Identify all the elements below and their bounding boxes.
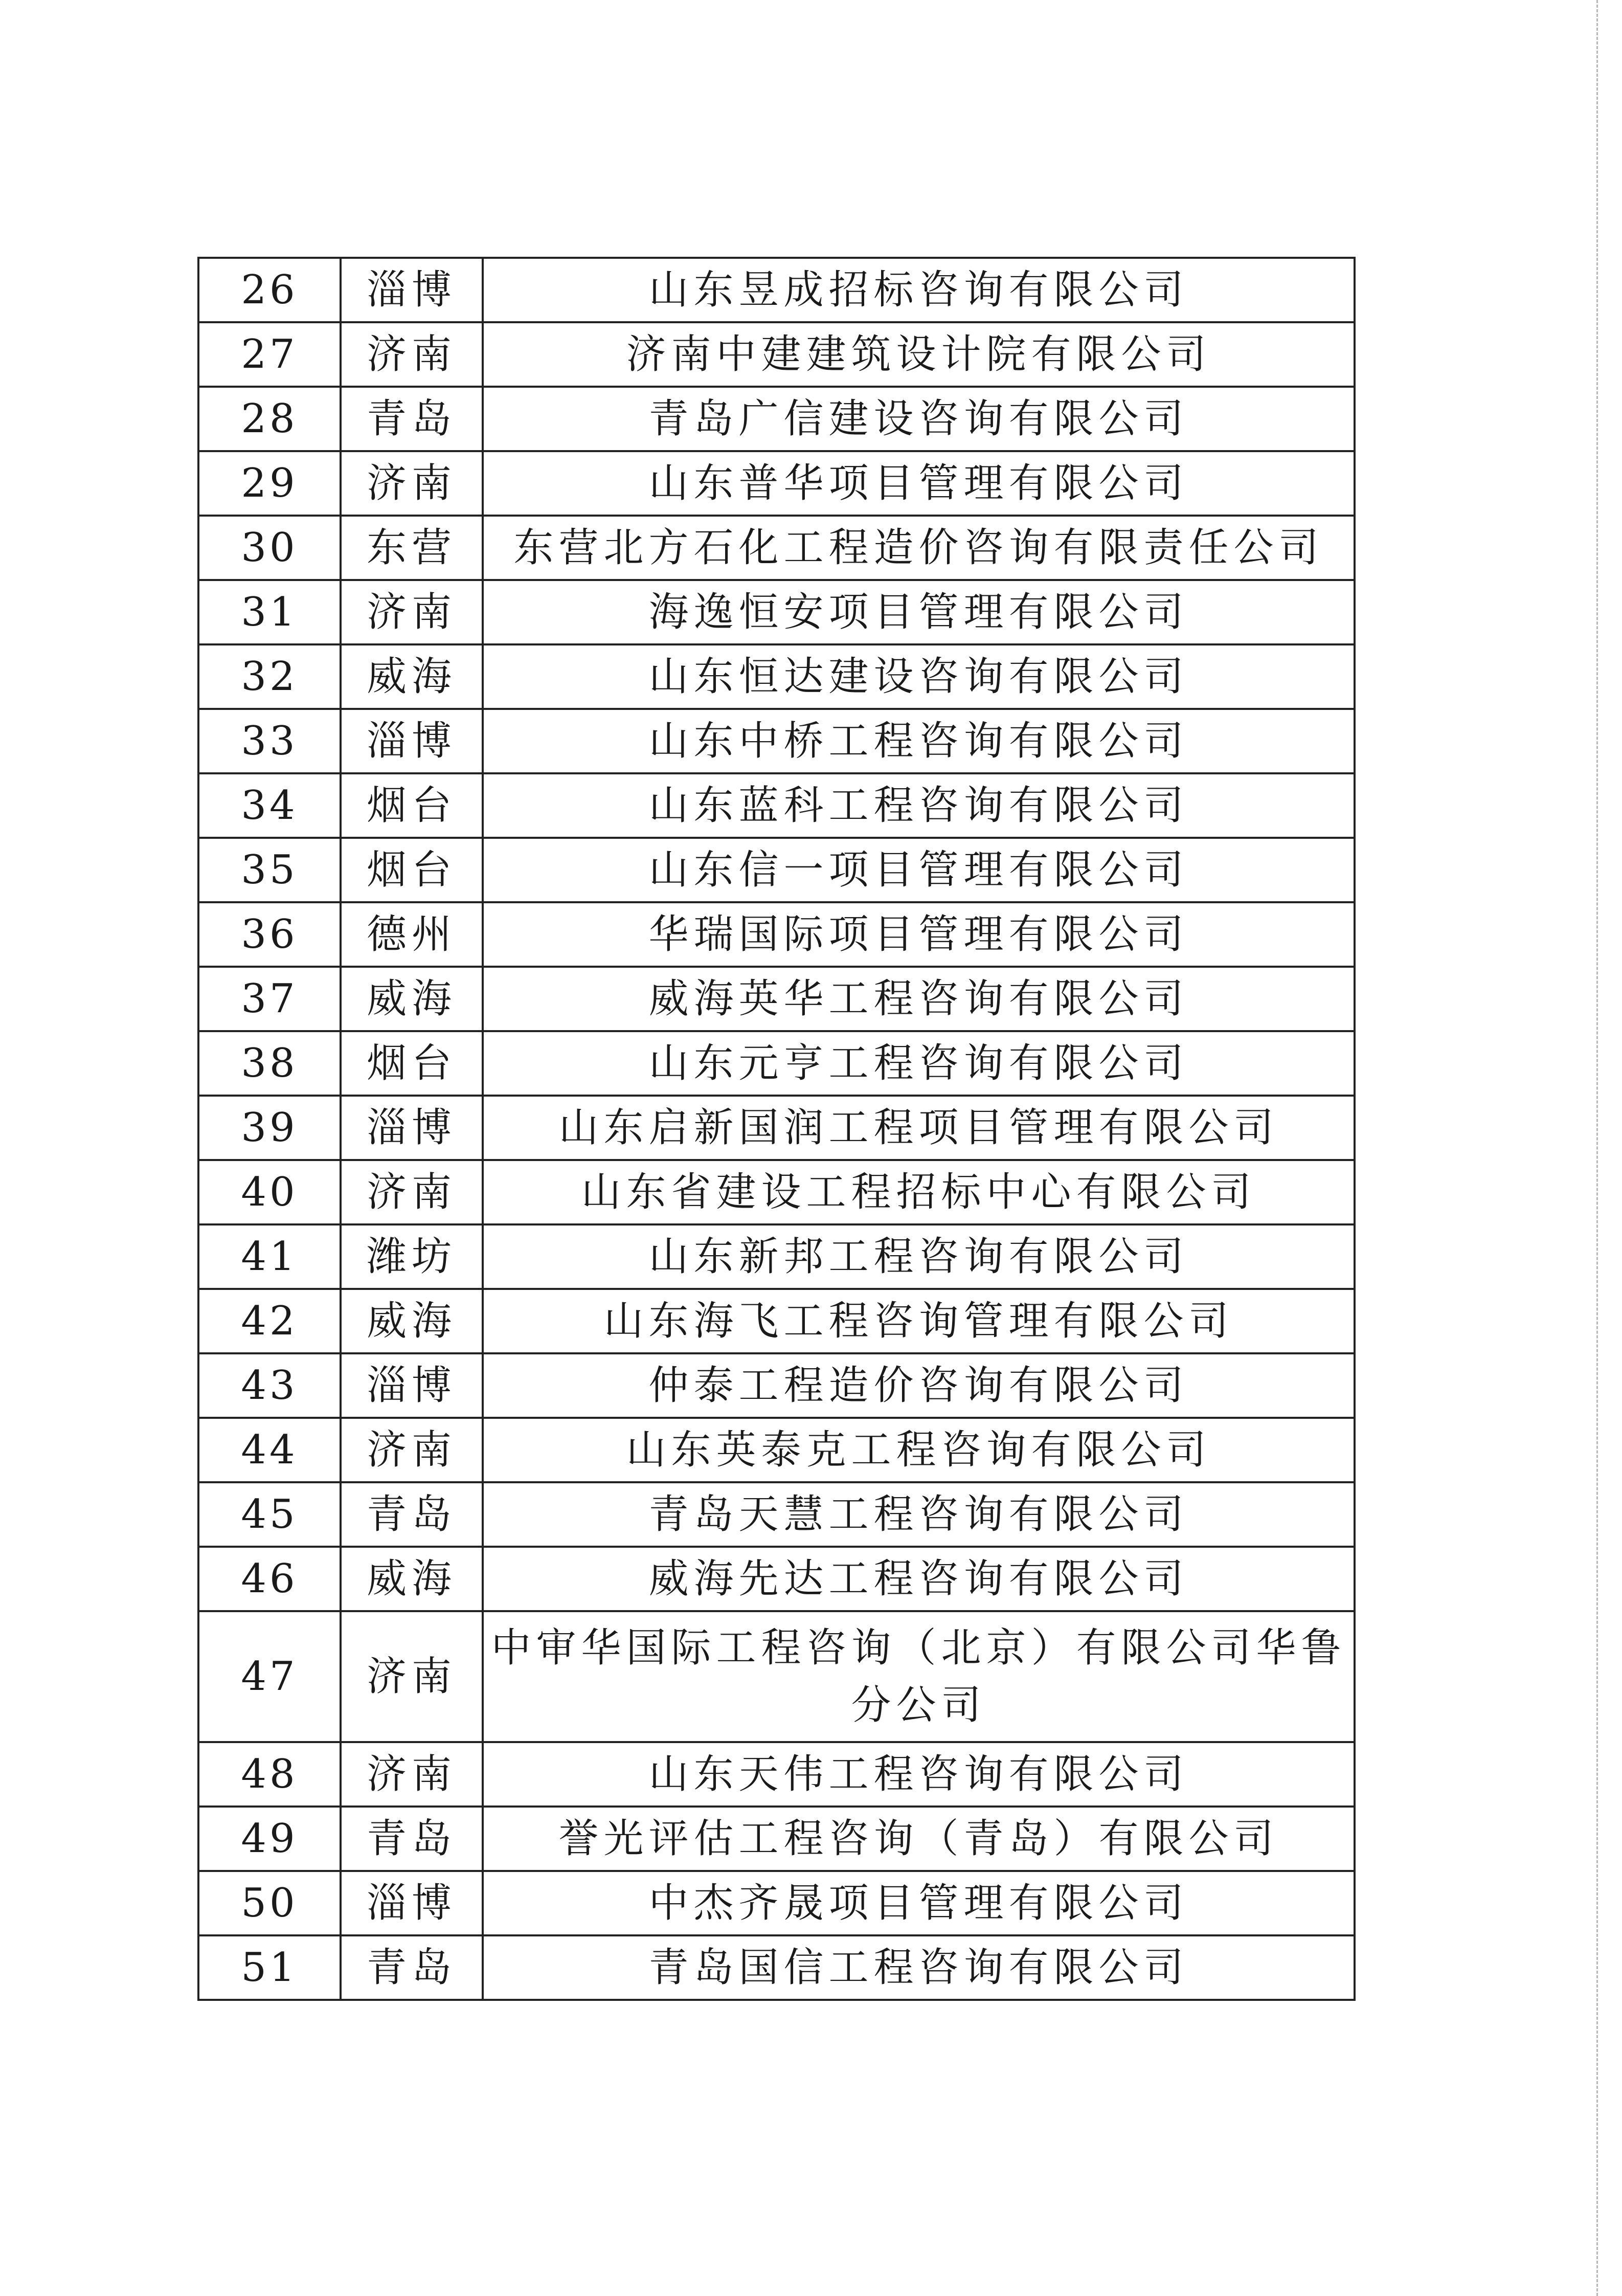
row-city: 德州 — [342, 903, 484, 968]
row-city: 济南 — [342, 581, 484, 645]
row-number: 49 — [199, 1808, 342, 1872]
row-city: 济南 — [342, 1743, 484, 1808]
table-row — [199, 1161, 1356, 1225]
row-company: 东营北方石化工程造价咨询有限责任公司 — [484, 517, 1356, 581]
row-company: 山东信一项目管理有限公司 — [484, 839, 1356, 903]
row-city: 烟台 — [342, 1032, 484, 1097]
row-company: 青岛天慧工程咨询有限公司 — [484, 1483, 1356, 1548]
row-city: 济南 — [342, 1612, 484, 1743]
table-row — [199, 839, 1356, 903]
table-row — [199, 1548, 1356, 1612]
table-row — [199, 1290, 1356, 1354]
row-city: 青岛 — [342, 1808, 484, 1872]
table-row — [199, 1612, 1356, 1743]
row-number: 45 — [199, 1483, 342, 1548]
table-row — [199, 1354, 1356, 1419]
row-company: 济南中建建筑设计院有限公司 — [484, 323, 1356, 388]
row-company: 中审华国际工程咨询（北京）有限公司华鲁分公司 — [484, 1612, 1356, 1743]
row-city: 济南 — [342, 452, 484, 517]
table-row — [199, 1032, 1356, 1097]
table-row — [199, 774, 1356, 839]
row-number: 35 — [199, 839, 342, 903]
row-number: 43 — [199, 1354, 342, 1419]
table-row — [199, 1743, 1356, 1808]
row-number: 27 — [199, 323, 342, 388]
row-number: 44 — [199, 1419, 342, 1483]
row-number: 48 — [199, 1743, 342, 1808]
row-number: 33 — [199, 710, 342, 774]
row-number: 38 — [199, 1032, 342, 1097]
row-city: 烟台 — [342, 774, 484, 839]
row-city: 淄博 — [342, 259, 484, 323]
row-number: 26 — [199, 259, 342, 323]
row-company: 山东蓝科工程咨询有限公司 — [484, 774, 1356, 839]
row-company: 山东中桥工程咨询有限公司 — [484, 710, 1356, 774]
row-city: 青岛 — [342, 388, 484, 452]
row-company: 仲泰工程造价咨询有限公司 — [484, 1354, 1356, 1419]
company-list-table — [197, 257, 1356, 2001]
row-company: 青岛广信建设咨询有限公司 — [484, 388, 1356, 452]
row-company: 青岛国信工程咨询有限公司 — [484, 1936, 1356, 2001]
table-row — [199, 452, 1356, 517]
row-city: 济南 — [342, 323, 484, 388]
row-company: 威海英华工程咨询有限公司 — [484, 968, 1356, 1032]
table-row — [199, 517, 1356, 581]
table-row — [199, 323, 1356, 388]
row-city: 威海 — [342, 645, 484, 710]
table-row — [199, 903, 1356, 968]
row-number: 34 — [199, 774, 342, 839]
table-row — [199, 1225, 1356, 1290]
row-company: 山东启新国润工程项目管理有限公司 — [484, 1097, 1356, 1161]
row-number: 39 — [199, 1097, 342, 1161]
row-city: 青岛 — [342, 1483, 484, 1548]
row-city: 威海 — [342, 1548, 484, 1612]
table-row — [199, 710, 1356, 774]
page-edge-scan-line — [1596, 0, 1599, 2296]
row-number: 41 — [199, 1225, 342, 1290]
row-company: 威海先达工程咨询有限公司 — [484, 1548, 1356, 1612]
table-row — [199, 1419, 1356, 1483]
row-city: 东营 — [342, 517, 484, 581]
table-row — [199, 259, 1356, 323]
table-row — [199, 1872, 1356, 1936]
row-company: 山东恒达建设咨询有限公司 — [484, 645, 1356, 710]
table-row — [199, 1808, 1356, 1872]
row-number: 32 — [199, 645, 342, 710]
row-number: 50 — [199, 1872, 342, 1936]
row-city: 淄博 — [342, 710, 484, 774]
row-city: 潍坊 — [342, 1225, 484, 1290]
table-row — [199, 968, 1356, 1032]
row-city: 青岛 — [342, 1936, 484, 2001]
row-city: 淄博 — [342, 1872, 484, 1936]
table-row — [199, 645, 1356, 710]
row-company: 中杰齐晟项目管理有限公司 — [484, 1872, 1356, 1936]
row-company: 山东海飞工程咨询管理有限公司 — [484, 1290, 1356, 1354]
row-company: 山东普华项目管理有限公司 — [484, 452, 1356, 517]
row-number: 37 — [199, 968, 342, 1032]
row-city: 威海 — [342, 1290, 484, 1354]
table-row — [199, 1097, 1356, 1161]
row-city: 淄博 — [342, 1354, 484, 1419]
row-city: 济南 — [342, 1161, 484, 1225]
row-number: 31 — [199, 581, 342, 645]
row-company: 山东省建设工程招标中心有限公司 — [484, 1161, 1356, 1225]
row-company: 山东英泰克工程咨询有限公司 — [484, 1419, 1356, 1483]
row-city: 淄博 — [342, 1097, 484, 1161]
row-number: 28 — [199, 388, 342, 452]
row-number: 42 — [199, 1290, 342, 1354]
table-row — [199, 1483, 1356, 1548]
row-city: 威海 — [342, 968, 484, 1032]
row-company: 山东新邦工程咨询有限公司 — [484, 1225, 1356, 1290]
row-company: 海逸恒安项目管理有限公司 — [484, 581, 1356, 645]
table-row — [199, 1936, 1356, 2001]
row-company: 山东天伟工程咨询有限公司 — [484, 1743, 1356, 1808]
row-number: 40 — [199, 1161, 342, 1225]
row-number: 30 — [199, 517, 342, 581]
row-city: 济南 — [342, 1419, 484, 1483]
table-row — [199, 581, 1356, 645]
row-company: 山东昱成招标咨询有限公司 — [484, 259, 1356, 323]
row-number: 51 — [199, 1936, 342, 2001]
row-number: 46 — [199, 1548, 342, 1612]
row-company: 山东元亨工程咨询有限公司 — [484, 1032, 1356, 1097]
row-number: 47 — [199, 1612, 342, 1743]
row-number: 36 — [199, 903, 342, 968]
row-company: 华瑞国际项目管理有限公司 — [484, 903, 1356, 968]
row-company: 誉光评估工程咨询（青岛）有限公司 — [484, 1808, 1356, 1872]
row-number: 29 — [199, 452, 342, 517]
row-city: 烟台 — [342, 839, 484, 903]
table-row — [199, 388, 1356, 452]
